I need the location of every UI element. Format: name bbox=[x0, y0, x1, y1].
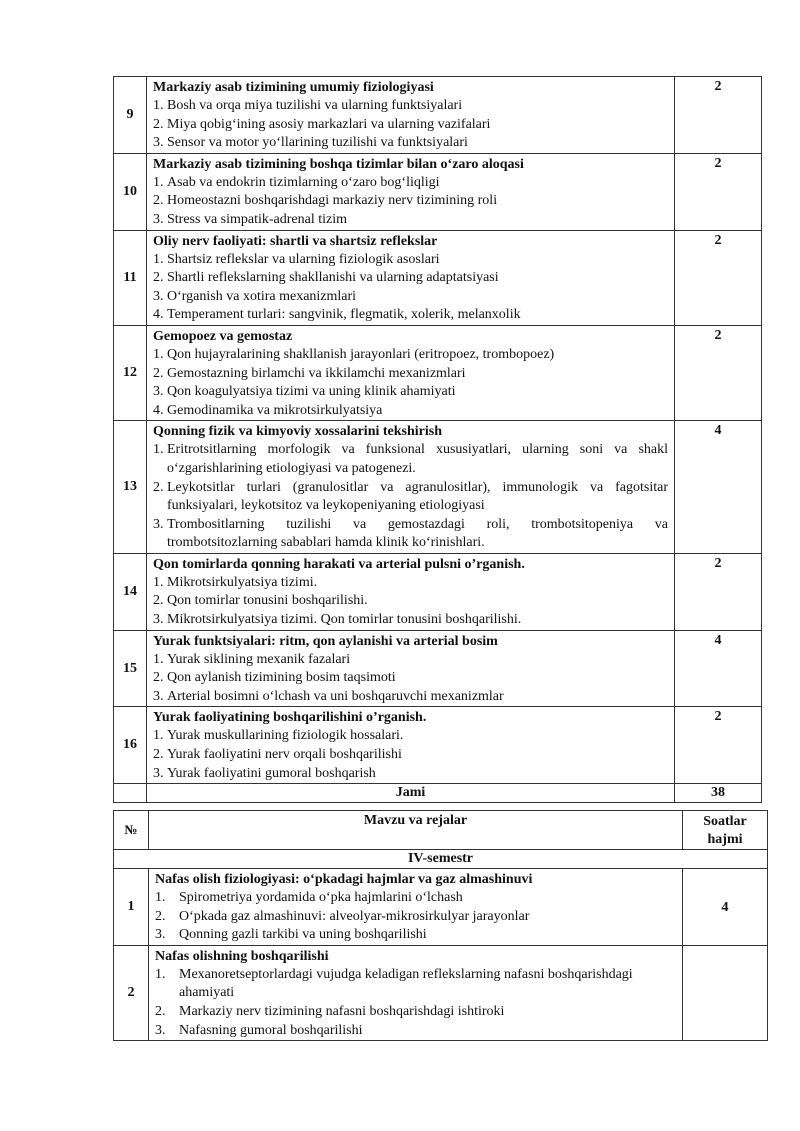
table-row bbox=[114, 325, 762, 420]
row-hours: 2 bbox=[675, 707, 762, 784]
plan-item-text: Stress va simpatik-adrenal tizim bbox=[167, 211, 348, 227]
plan-item-text: Shartsiz reflekslar va ularning fiziologik asoslari bbox=[167, 251, 440, 267]
row-number: 1 bbox=[114, 869, 149, 946]
total-label: Jami bbox=[147, 784, 675, 803]
row-number: 2 bbox=[114, 945, 149, 1040]
plan-item bbox=[155, 926, 676, 945]
plan-item-text: Yurak siklining mexanik fazalari bbox=[167, 651, 351, 667]
plan-item-text: Spirometriya yordamida o‘pka hajmlarini o‘lchash bbox=[179, 890, 463, 905]
row-hours: 2 bbox=[675, 230, 762, 325]
plan-item bbox=[153, 441, 668, 478]
plan-item-text: O‘rganish va xotira mexanizmlari bbox=[167, 288, 357, 304]
semester-label: IV-semestr bbox=[114, 850, 768, 869]
topic-title: Yurak faoliyatining boshqarilishini o’rganish. bbox=[153, 710, 427, 726]
plan-item bbox=[155, 908, 676, 927]
plan-item-text: Arterial bosimni o‘lchash va uni boshqaruvchi mexanizmlar bbox=[167, 688, 504, 704]
row-hours bbox=[683, 945, 768, 1040]
row-number: 11 bbox=[114, 230, 147, 325]
plan-item-text: Nafasning gumoral boshqarilishi bbox=[179, 1022, 363, 1038]
topics-table-1 bbox=[113, 76, 762, 803]
topic-plan-list bbox=[153, 251, 668, 325]
plan-item bbox=[153, 611, 668, 630]
plan-item bbox=[153, 306, 668, 325]
semester-row bbox=[114, 850, 768, 869]
plan-item-number: 1. bbox=[153, 174, 164, 190]
plan-item-text: Bosh va orqa miya tuzilishi va ularning funktsiyalari bbox=[167, 98, 463, 113]
topic-plan-list bbox=[153, 651, 668, 707]
plan-item bbox=[153, 269, 668, 288]
total-num-cell bbox=[114, 784, 147, 803]
plan-item bbox=[153, 192, 668, 211]
plan-item-number: 3. bbox=[153, 516, 164, 532]
plan-item bbox=[153, 516, 668, 553]
plan-item-text: O‘pkada gaz almashinuvi: alveolyar-mikrosirkulyar jarayonlar bbox=[179, 908, 530, 924]
plan-item-text: Temperament turlari: sangvinik, flegmatik, xolerik, melanxolik bbox=[167, 307, 521, 323]
row-topic bbox=[147, 630, 675, 707]
plan-item bbox=[153, 346, 668, 365]
plan-item-number: 3. bbox=[153, 384, 164, 400]
plan-item bbox=[153, 669, 668, 688]
row-topic bbox=[147, 77, 675, 154]
row-number: 13 bbox=[114, 421, 147, 554]
plan-item bbox=[153, 383, 668, 402]
plan-item-text: Sensor va motor yo‘llarining tuzilishi va funktsiyalari bbox=[167, 135, 468, 151]
table-row bbox=[114, 869, 768, 946]
plan-item-text: Mikrotsirkulyatsiya tizimi. Qon tomirlar tonusini boshqarilishi. bbox=[167, 612, 522, 628]
plan-item bbox=[153, 651, 668, 670]
row-topic bbox=[147, 421, 675, 554]
row-hours: 2 bbox=[675, 77, 762, 154]
plan-item bbox=[153, 365, 668, 384]
plan-item bbox=[155, 1022, 676, 1041]
plan-item bbox=[153, 134, 668, 153]
topic-title: Oliy nerv faoliyati: shartli va shartsiz reflekslar bbox=[153, 233, 438, 249]
plan-item-text: Gemodinamika va mikrotsirkulyatsiya bbox=[167, 402, 383, 418]
plan-item-text: Asab va endokrin tizimlarning o‘zaro bog‘liqligi bbox=[167, 174, 440, 190]
plan-item-number: 1. bbox=[153, 346, 164, 362]
row-topic bbox=[147, 553, 675, 630]
topic-plan-list bbox=[153, 346, 668, 420]
row-number: 9 bbox=[114, 77, 147, 154]
plan-item-text: Homeostazni boshqarishdagi markaziy nerv tizimining roli bbox=[167, 193, 498, 209]
plan-item-number: 1. bbox=[153, 98, 164, 113]
header-num: № bbox=[114, 811, 149, 850]
topic-plan-list bbox=[155, 966, 676, 1040]
plan-item bbox=[153, 765, 668, 784]
plan-item-text: Qon tomirlar tonusini boshqarilishi. bbox=[167, 593, 368, 609]
topic-title: Nafas olish fiziologiyasi: o‘pkadagi hajmlar va gaz almashinuvi bbox=[155, 872, 533, 887]
plan-item-number: 3. bbox=[153, 135, 164, 151]
table-row bbox=[114, 421, 762, 554]
plan-item-number: 3. bbox=[155, 927, 166, 943]
plan-item-number: 4. bbox=[153, 307, 164, 323]
table-row bbox=[114, 230, 762, 325]
row-hours: 4 bbox=[675, 630, 762, 707]
plan-item-text: Yurak faoliyatini nerv orqali boshqarilishi bbox=[167, 747, 402, 763]
topic-plan-list bbox=[153, 97, 668, 153]
plan-item-text: Qonning gazli tarkibi va uning boshqarilishi bbox=[179, 927, 427, 943]
plan-item bbox=[153, 688, 668, 707]
plan-item bbox=[153, 211, 668, 230]
plan-item bbox=[155, 889, 676, 908]
plan-item-number: 1. bbox=[153, 442, 164, 458]
plan-item-number: 1. bbox=[153, 574, 164, 590]
plan-item-text: Qon aylanish tizimining bosim taqsimoti bbox=[167, 670, 396, 686]
plan-item-number: 3. bbox=[153, 765, 164, 781]
plan-item bbox=[153, 97, 668, 116]
topic-plan-list bbox=[153, 727, 668, 783]
row-hours: 4 bbox=[675, 421, 762, 554]
plan-item-number: 1. bbox=[155, 890, 166, 905]
plan-item-number: 3. bbox=[153, 612, 164, 628]
table-row bbox=[114, 153, 762, 230]
plan-item-number: 2. bbox=[153, 670, 164, 686]
plan-item-number: 2. bbox=[153, 747, 164, 763]
topic-title: Gemopoez va gemostaz bbox=[153, 328, 293, 344]
plan-item-number: 2. bbox=[155, 1003, 166, 1019]
plan-item-text: Miya qobig‘ining asosiy markazlari va ularning vazifalari bbox=[167, 116, 491, 132]
plan-item bbox=[155, 966, 676, 1003]
plan-item-text: Gemostazning birlamchi va ikkilamchi mexanizmlari bbox=[167, 365, 466, 381]
topic-title: Markaziy asab tizimining umumiy fiziologiyasi bbox=[153, 80, 434, 95]
plan-item-text: Trombositlarning tuzilishi va gemostazdagi roli, trombotsitopeniya va trombotsitozlarning sabablari hamda klinik ko‘rinishlari. bbox=[167, 516, 668, 551]
plan-item-number: 3. bbox=[153, 211, 164, 227]
row-topic bbox=[147, 325, 675, 420]
plan-item-number: 2. bbox=[153, 116, 164, 132]
table-header-row bbox=[114, 811, 768, 850]
plan-item-text: Leykotsitlar turlari (granulositlar va agranulositlar), immunologik va fagotsitar funksiyalari, leykotsitoz va leykopeniyaning etiologiyasi bbox=[167, 479, 668, 514]
plan-item-text: Markaziy nerv tizimining nafasni boshqarishdagi ishtiroki bbox=[179, 1003, 505, 1019]
plan-item bbox=[153, 116, 668, 135]
row-number: 10 bbox=[114, 153, 147, 230]
plan-item-text: Yurak faoliyatini gumoral boshqarish bbox=[167, 765, 376, 781]
plan-item-text: Shartli reflekslarning shakllanishi va ularning adaptatsiyasi bbox=[167, 270, 499, 286]
plan-item bbox=[155, 1003, 676, 1022]
plan-item bbox=[153, 746, 668, 765]
plan-item-text: Mikrotsirkulyatsiya tizimi. bbox=[167, 574, 318, 590]
row-number: 16 bbox=[114, 707, 147, 784]
plan-item bbox=[153, 727, 668, 746]
plan-item-number: 2. bbox=[153, 593, 164, 609]
plan-item-number: 3. bbox=[153, 288, 164, 304]
plan-item-number: 2. bbox=[153, 479, 164, 495]
topic-title: Nafas olishning boshqarilishi bbox=[155, 948, 329, 964]
topic-title: Qon tomirlarda qonning harakati va arterial pulsni o’rganish. bbox=[153, 556, 525, 572]
row-topic bbox=[147, 153, 675, 230]
plan-item-number: 1. bbox=[153, 251, 164, 267]
row-number: 14 bbox=[114, 553, 147, 630]
plan-item-number: 2. bbox=[155, 908, 166, 924]
plan-item-number: 1. bbox=[153, 651, 164, 667]
row-topic bbox=[149, 869, 683, 946]
topic-plan-list bbox=[153, 174, 668, 230]
topics-table-2 bbox=[113, 810, 768, 1041]
table-row bbox=[114, 707, 762, 784]
plan-item bbox=[153, 479, 668, 516]
plan-item-number: 1. bbox=[153, 728, 164, 744]
topic-title: Qonning fizik va kimyoviy xossalarini tekshirish bbox=[153, 424, 442, 440]
plan-item-text: Mexanoretseptorlardagi vujudga keladigan reflekslarning nafasni boshqarishdagi ahamiyati bbox=[179, 966, 633, 1001]
total-value: 38 bbox=[675, 784, 762, 803]
row-hours: 2 bbox=[675, 153, 762, 230]
plan-item bbox=[153, 174, 668, 193]
plan-item bbox=[153, 251, 668, 270]
row-topic bbox=[147, 230, 675, 325]
topic-plan-list bbox=[155, 889, 676, 945]
header-hours: Soatlar hajmi bbox=[683, 811, 768, 850]
topic-title: Markaziy asab tizimining boshqa tizimlar bilan o‘zaro aloqasi bbox=[153, 156, 524, 172]
plan-item bbox=[153, 592, 668, 611]
table-row bbox=[114, 77, 762, 154]
row-hours: 4 bbox=[683, 869, 768, 946]
topic-plan-list bbox=[153, 441, 668, 553]
plan-item-text: Yurak muskullarining fiziologik hossalari. bbox=[167, 728, 404, 744]
row-topic bbox=[147, 707, 675, 784]
table-row bbox=[114, 630, 762, 707]
plan-item-text: Eritrotsitlarning morfologik va funksional xususiyatlari, ularning soni va shakl o‘zgarishlarining etiologiyasi va patogenezi. bbox=[167, 442, 668, 476]
plan-item-text: Qon koagulyatsiya tizimi va uning klinik ahamiyati bbox=[167, 384, 456, 400]
plan-item bbox=[153, 574, 668, 593]
plan-item bbox=[153, 288, 668, 307]
plan-item bbox=[153, 402, 668, 421]
plan-item-number: 3. bbox=[153, 688, 164, 704]
plan-item-number: 3. bbox=[155, 1022, 166, 1038]
plan-item-number: 2. bbox=[153, 365, 164, 381]
topic-plan-list bbox=[153, 574, 668, 630]
row-topic bbox=[149, 945, 683, 1040]
total-row bbox=[114, 784, 762, 803]
row-number: 12 bbox=[114, 325, 147, 420]
plan-item-number: 2. bbox=[153, 270, 164, 286]
table-row bbox=[114, 553, 762, 630]
row-hours: 2 bbox=[675, 325, 762, 420]
plan-item-number: 2. bbox=[153, 193, 164, 209]
plan-item-text: Qon hujayralarining shakllanish jarayonlari (eritropoez, trombopoez) bbox=[167, 346, 555, 362]
plan-item-number: 1. bbox=[155, 966, 166, 982]
plan-item-number: 4. bbox=[153, 402, 164, 418]
topic-title: Yurak funktsiyalari: ritm, qon aylanishi va arterial bosim bbox=[153, 633, 498, 649]
header-topic: Mavzu va rejalar bbox=[149, 811, 683, 850]
row-number: 15 bbox=[114, 630, 147, 707]
row-hours: 2 bbox=[675, 553, 762, 630]
table-row bbox=[114, 945, 768, 1040]
